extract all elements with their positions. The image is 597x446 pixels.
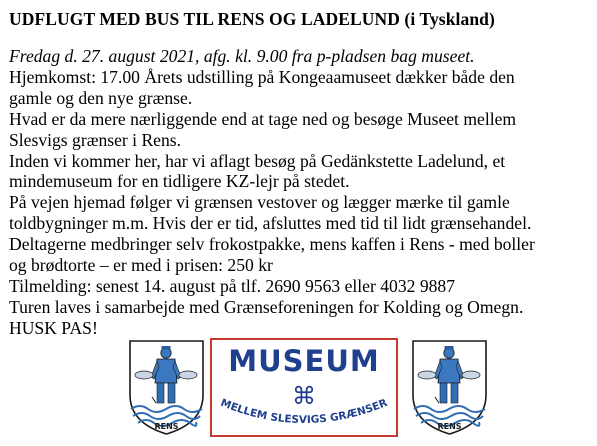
body-line: På vejen hjemad følger vi grænsen vestover og lægger mærke til gamle (9, 192, 510, 213)
body-line: Slesvigs grænser i Rens. (9, 129, 182, 150)
body-text (9, 46, 593, 339)
body-line: Tilmelding: senest 14. august på tlf. 2690 9563 eller 4032 9887 (9, 275, 456, 296)
museum-subtitle-text: MELLEM SLESVIGS GRÆNSER (218, 396, 390, 427)
museum-emblem-icon: ⌘ (292, 382, 316, 410)
document-title: UDFLUGT MED BUS TIL RENS OG LADELUND (i Tyskland) (9, 9, 495, 29)
body-line: Deltagerne medbringer selv frokostpakke, mens kaffen i Rens - med boller (9, 234, 535, 255)
body-line: Hjemkomst: 17.00 Årets udstilling på Kongeaamuseet dækker både den (9, 66, 515, 87)
crest-label: RENS (437, 422, 462, 431)
svg-text:MELLEM SLESVIGS GRÆNSER (219, 397, 389, 426)
crest-shield-icon (409, 337, 490, 437)
body-line: og brødtorte – er med i prisen: 250 kr (9, 255, 273, 276)
crest-shield-icon (126, 337, 207, 437)
rens-crest-left (126, 337, 207, 437)
museum-logo-title: MUSEUM (228, 344, 380, 378)
rens-crest-right (409, 337, 490, 437)
body-line: Inden vi kommer her, har vi aflagt besøg på Gedänkstette Ladelund, et (9, 150, 506, 171)
body-line: toldbygninger m.m. Hvis der er tid, afsluttes med tid til lidt grænsehandel. (9, 213, 532, 234)
body-line: Hvad er da mere nærliggende end at tage ned og besøge Museet mellem (9, 108, 517, 129)
body-line: gamle og den nye grænse. (9, 87, 193, 108)
museum-logo-subtitle (218, 396, 390, 434)
body-line: Turen laves i samarbejde med Grænseforeningen for Kolding og Omegn. (9, 296, 524, 317)
crest-label: RENS (154, 422, 179, 431)
body-line: HUSK PAS! (9, 317, 98, 338)
body-line: mindemuseum for en tidligere KZ-lejr på stedet. (9, 171, 350, 192)
body-line: Fredag d. 27. august 2021, afg. kl. 9.00 fra p-pladsen bag museet. (9, 46, 475, 66)
museum-logo (210, 338, 398, 437)
